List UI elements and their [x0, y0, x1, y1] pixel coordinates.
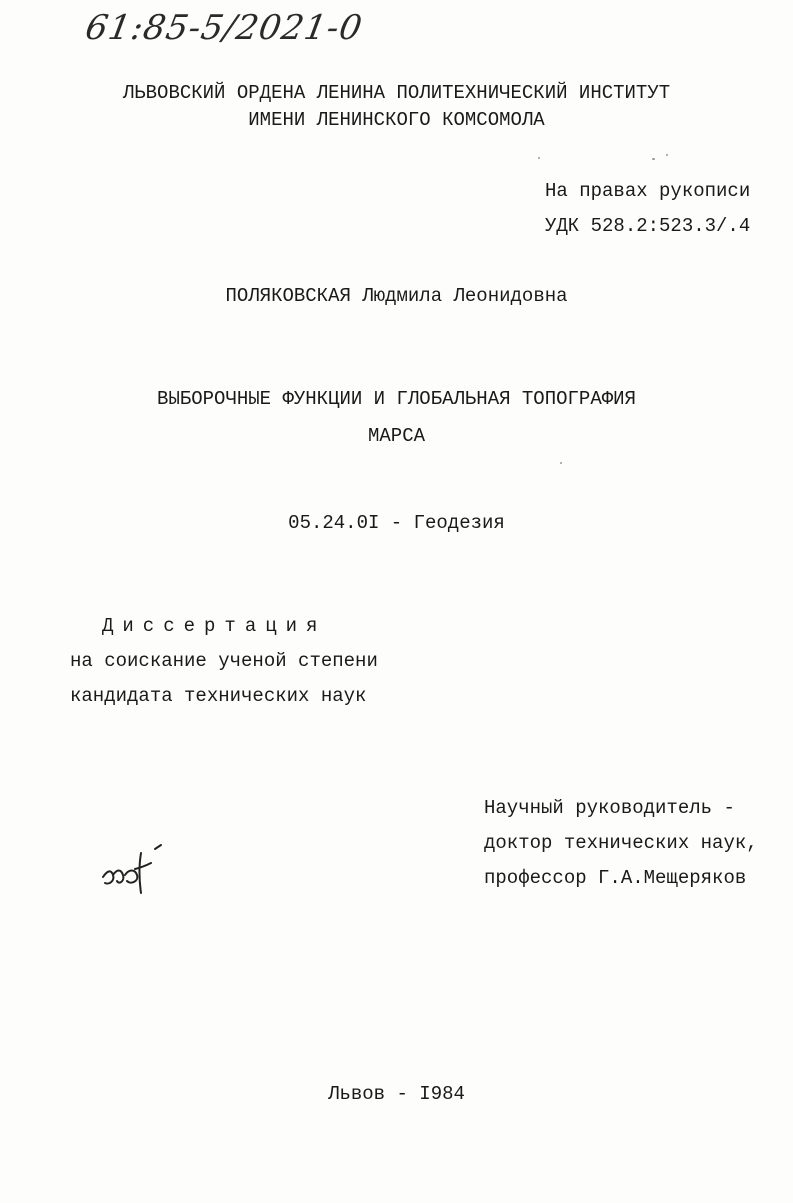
- institute-line-1: ЛЬВОВСКИЙ ОРДЕНА ЛЕНИНА ПОЛИТЕХНИЧЕСКИЙ ИНСТИТУТ: [122, 82, 671, 104]
- archive-number-handwritten: 61:85-5/2021-0: [82, 8, 366, 48]
- title-line-2: МАРСА: [367, 425, 425, 447]
- udk-code: УДК 528.2:523.3/.4: [545, 215, 751, 237]
- title-line-1: ВЫБОРОЧНЫЕ ФУНКЦИИ И ГЛОБАЛЬНАЯ ТОПОГРАФИЯ: [157, 388, 636, 410]
- scan-speck: [538, 157, 540, 159]
- institute-line-2: ИМЕНИ ЛЕНИНСКОГО КОМСОМОЛА: [248, 109, 545, 131]
- place-and-year: Львов - I984: [328, 1083, 465, 1105]
- dissertation-heading: Диссертация: [102, 615, 327, 637]
- specialty-code: 05.24.0I - Геодезия: [288, 512, 505, 534]
- degree-line-1: на соискание ученой степени: [70, 650, 378, 672]
- degree-line-2: кандидата технических наук: [70, 685, 367, 707]
- signature-icon: [95, 835, 175, 900]
- author-name: ПОЛЯКОВСКАЯ Людмила Леонидовна: [225, 285, 568, 307]
- scan-speck: [666, 154, 668, 156]
- rights-notice: На правах рукописи: [545, 180, 751, 202]
- scan-speck: [652, 158, 655, 160]
- supervisor-line-1: Научный руководитель -: [484, 797, 735, 819]
- scan-speck: [560, 462, 562, 464]
- supervisor-line-3: профессор Г.А.Мещеряков: [484, 867, 747, 889]
- supervisor-line-2: доктор технических наук,: [484, 832, 758, 854]
